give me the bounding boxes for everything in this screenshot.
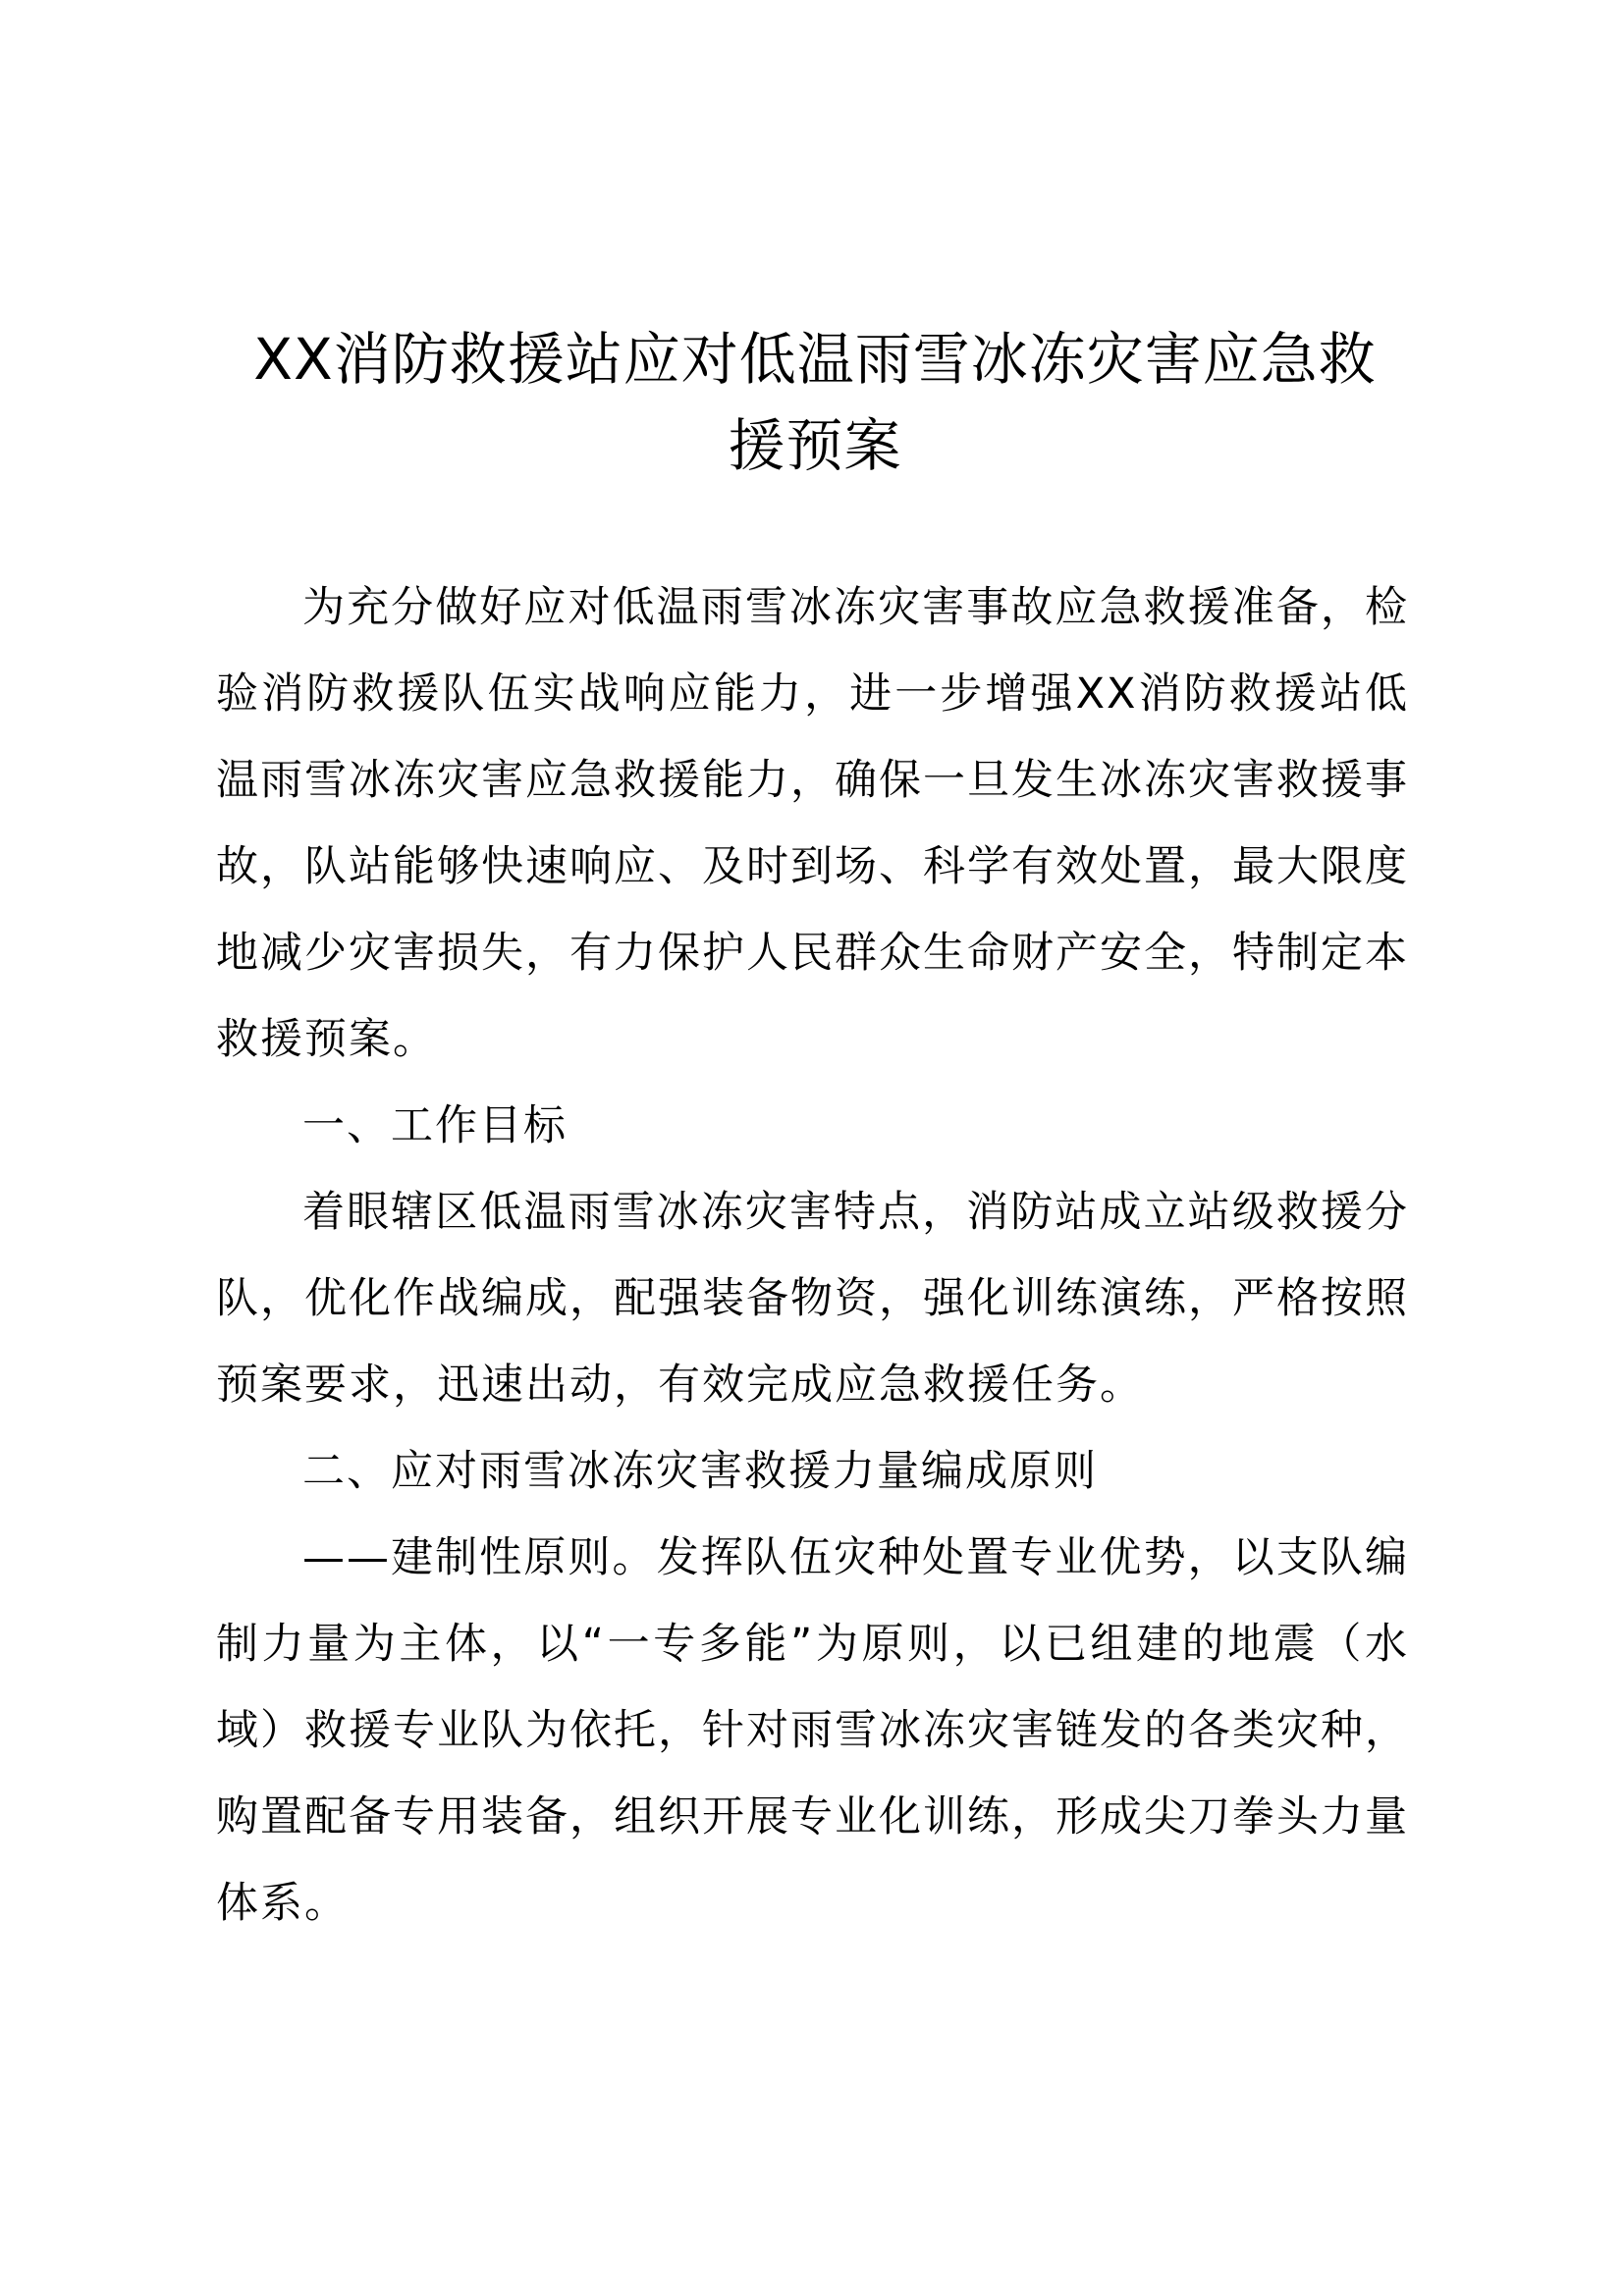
section-heading-force-principles: 二、应对雨雪冰冻灾害救援力量编成原则: [302, 1447, 1098, 1496]
intro-paragraph: 为充分做好应对低温雨雪冰冻灾害事故应急救援准备，检验消防救援队伍实战响应能力，进一步增强XX消防救援站低温雨雪冰冻灾害应急救援能力，确保一旦发生冰冻灾害救援事故，队站能够快速响应、及时到场、科学有效处置，最大限度地减少灾害损失，有力保护人民群众生命财产安全，特制定本救援预案。: [216, 583, 1409, 1064]
title-line-2: 援预案: [728, 412, 902, 479]
principle-paragraph: ——建制性原则。发挥队伍灾种处置专业优势，以支队编制力量为主体，以“一专多能”为原则，以已组建的地震（水域）救援专业队为依托，针对雨雪冰冻灾害链发的各类灾种，购置配备专用装备，组织开展专业化训练，形成尖刀拳头力量体系。: [216, 1533, 1409, 1928]
document-body: [216, 564, 1409, 1947]
work-goals-paragraph: 着眼辖区低温雨雪冰冻灾害特点，消防站成立站级救援分队，优化作战编成，配强装备物资，强化训练演练，严格按照预案要求，迅速出动，有效完成应急救援任务。: [216, 1188, 1409, 1410]
section-heading-work-goals: 一、工作目标: [302, 1101, 568, 1150]
title-line-1: XX消防救援站应对低温雨雪冰冻灾害应急救: [253, 326, 1377, 393]
document-title: [216, 316, 1414, 489]
